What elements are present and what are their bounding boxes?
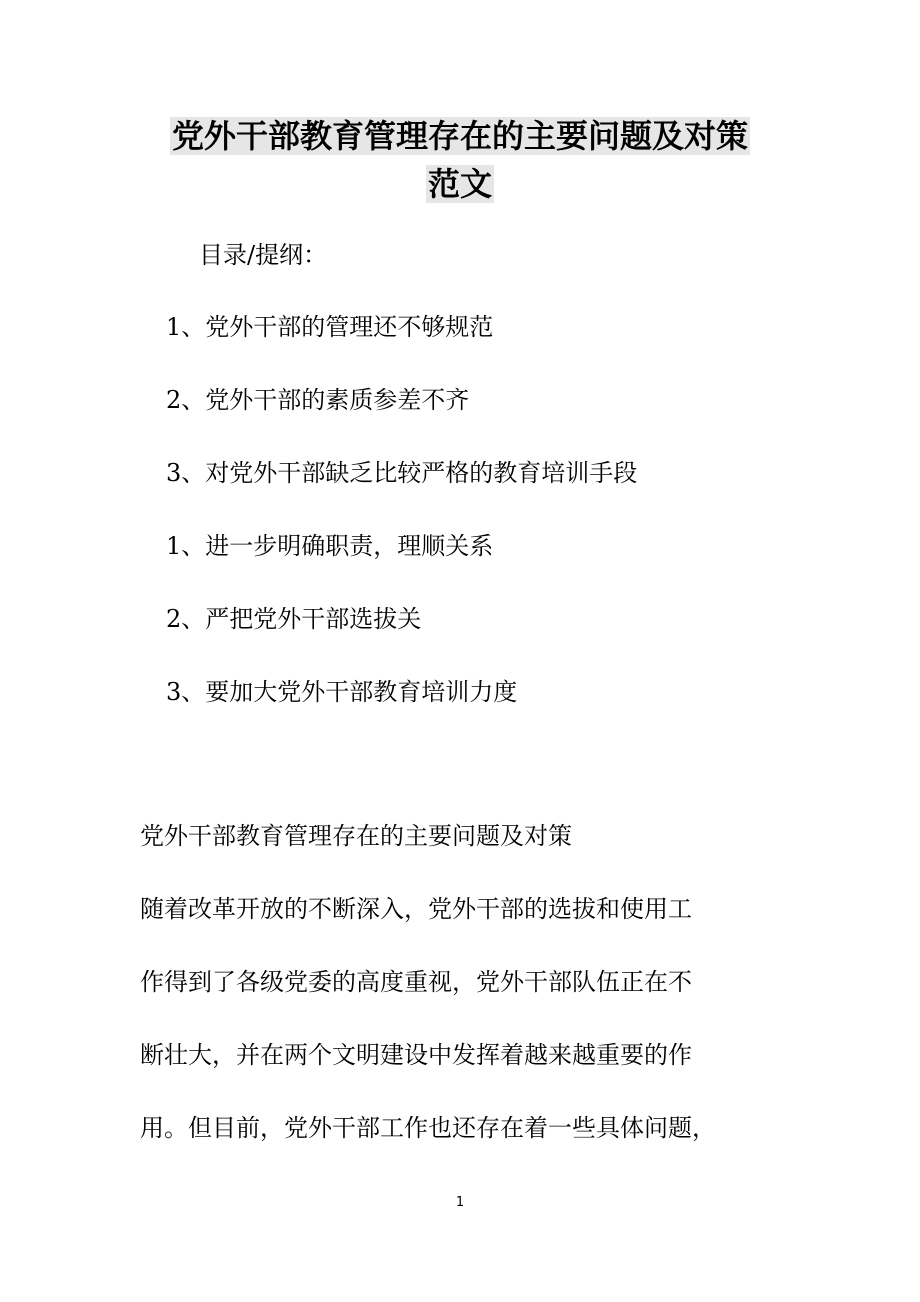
toc-item: 2、严把党外干部选拔关 [166,605,422,633]
section-heading: 党外干部教育管理存在的主要问题及对策 [140,822,572,850]
toc-item: 1、党外干部的管理还不够规范 [166,313,494,341]
toc-label: 目录/提纲： [199,241,328,269]
toc-item: 2、党外干部的素质参差不齐 [166,386,470,414]
title-text-2: 范文 [427,165,492,203]
page-number: 1 [455,1195,465,1210]
body-line: 用。但目前，党外干部工作也还存在着一些具体问题， [140,1114,716,1142]
body-line: 断壮大，并在两个文明建设中发挥着越来越重要的作 [140,1041,692,1069]
title-text-1: 党外干部教育管理存在的主要问题及对策 [171,117,748,155]
toc-item: 1、进一步明确职责，理顺关系 [166,532,494,560]
document-title-line-2 [0,162,920,206]
toc-item: 3、要加大党外干部教育培训力度 [166,678,518,706]
body-line: 随着改革开放的不断深入，党外干部的选拔和使用工 [140,895,692,923]
body-line: 作得到了各级党委的高度重视，党外干部队伍正在不 [140,968,692,996]
document-title-line-1 [0,114,920,158]
toc-item: 3、对党外干部缺乏比较严格的教育培训手段 [166,459,638,487]
